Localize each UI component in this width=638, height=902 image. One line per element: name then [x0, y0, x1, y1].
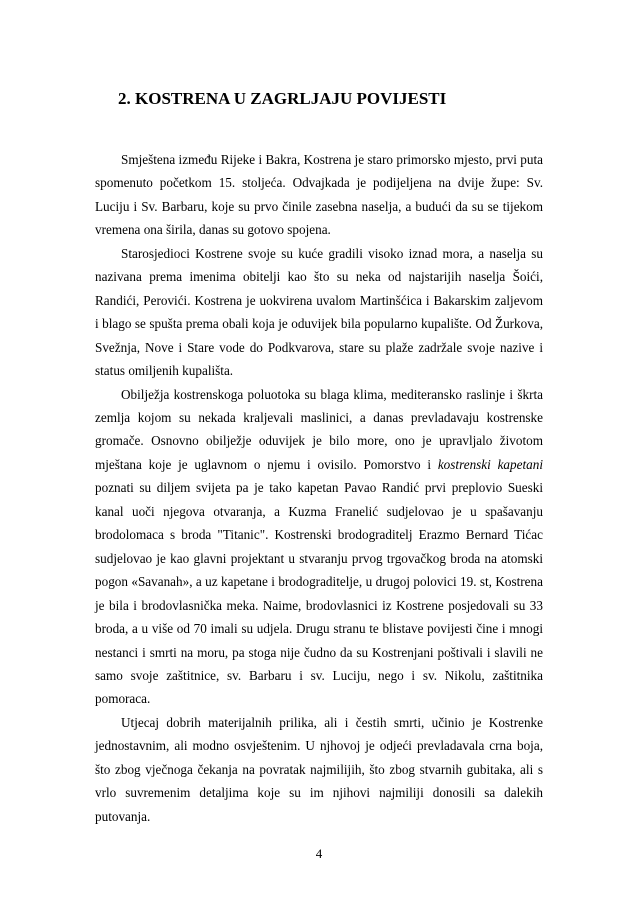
section-heading: 2. KOSTRENA U ZAGRLJAJU POVIJESTI: [118, 89, 447, 108]
paragraph-4: Utjecaj dobrih materijalnih prilika, ali i čestih smrti, učinio je Kostrenke jednostavnim, ali modno osvještenim. U njhovoj je odjeći prevladavala crna boja, što zbog vječnoga čekanja na povratak najmilijih, što zbog stvarnih gubitaka, ali s vrlo suvremenim detaljima koje su im njihovi najmiliji donosili sa dalekih putovanja.: [95, 714, 543, 824]
paragraph-3-emphasis: kostrenski kapetani: [437, 456, 543, 472]
paragraph-2: Starosjedioci Kostrene svoje su kuće gradili visoko iznad mora, a naselja su nazivana prema imenima obitelji kao što su neka od najstarijih naselja Šoići, Randići, Perovići. Kostrena je uokvirena uvalom Martinšćica i Bakarskim zaljevom i blago se spušta prema obali koja je oduvijek bila popularno kupalište. Od Žurkova, Svežnja, Nove i Stare vode do Podkvarova, stare su plaže zadržale svoje nazive i status omiljenih kupališta.: [95, 245, 543, 379]
paragraph-3-text-after: poznati su diljem svijeta pa je tako kapetan Pavao Randić prvi preplovio Sueski kanal uoči njegova otvaranja, a Kuzma Franelić sudjelovao je u spašavanju brodolomaca s broda "Titanic". Kostrenski brodograditelj Erazmo Bernard Tićac sudjelovao je kao glavni projektant u stvaranju prvog trgovačkog broda na atomski pogon «Savanah», a uz kapetane i brodograditelje, u drugoj polovici 19. st, Kostrena je bila i brodovlasnička meka. Naime, brodovlasnici iz Kostrene posjedovali su 33 broda, a u više od 70 imali su udjela. Drugu stranu te blistave povijesti čine i mnogi nestanci i smrti na moru, pa stoga nije čudno da su Kostrenjani poštivali i slavili ne samo svoje zaštitnice, sv. Barbaru i sv. Luciju, nego i sv. Nikolu, zaštitnika pomoraca.: [95, 480, 543, 707]
body-text: [95, 148, 543, 828]
paragraph-1: Smještena između Rijeke i Bakra, Kostrena je staro primorsko mjesto, prvi puta spomenuto početkom 15. stoljeća. Odvajkada je podijeljena na dvije župe: Sv. Luciju i Sv. Barbaru, koje su prvo činile zasebna naselja, a budući da su se tijekom vremena ona širila, danas su gotovo spojena.: [95, 152, 543, 238]
paragraph-3-text-before: Obilježja kostrenskoga poluotoka su blaga klima, mediteransko raslinje i škrta zemlja kojom su nekada kraljevali maslinici, a danas prevladavaju kostrenske gromače. Osnovno obilježje oduvijek je bilo more, ono je upravljalo životom mještana koje je uglavnom o njemu i ovisilo. Pomorstvo i: [95, 386, 543, 472]
paragraph-3: [95, 383, 543, 711]
page-number: 4: [315, 846, 323, 861]
